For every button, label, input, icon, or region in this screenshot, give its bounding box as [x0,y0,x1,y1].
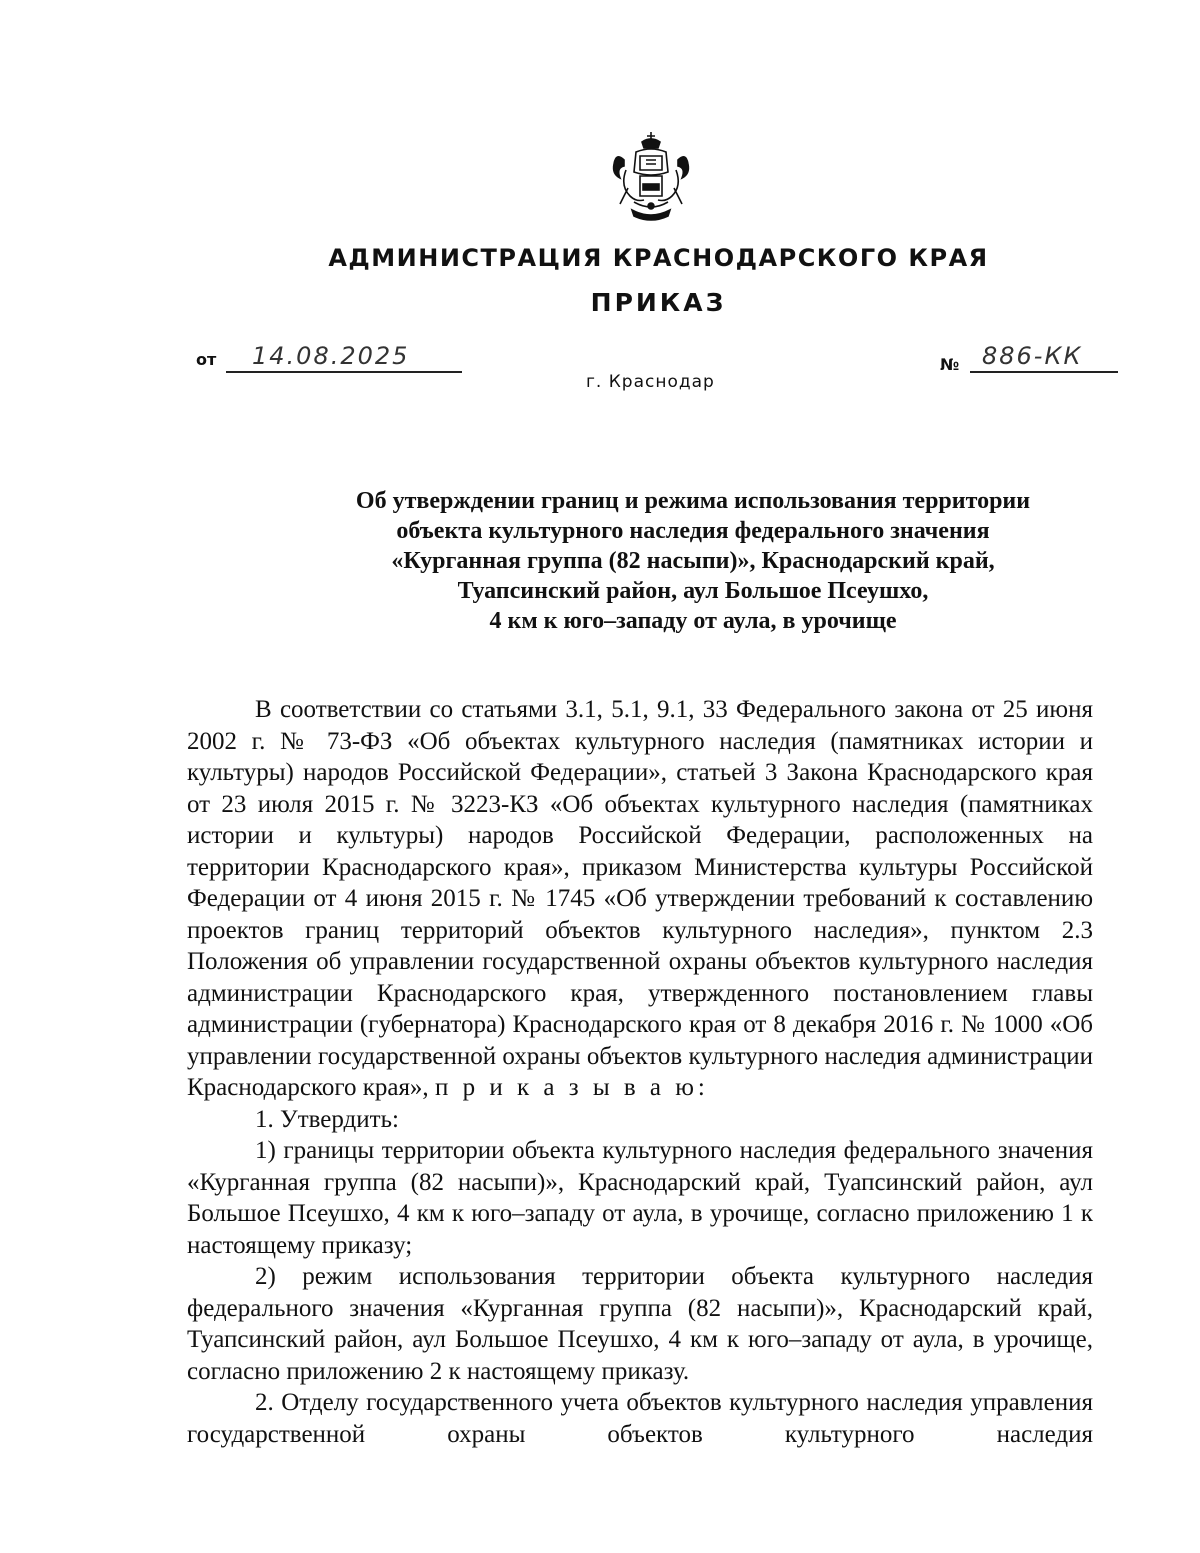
item-1-1: 1) границы территории объекта культурного наследия федерального значения «Курганная группа (82 насыпи)», Краснодарский край, Туапсинский район, аул Большое Псеушхо, 4 км к юго–западу от аула, в урочище, согласно приложению 1 к настоящему приказу; [187,1137,1093,1259]
date-handwritten: 14.08.2025 [252,342,410,370]
document-body [187,694,1093,1450]
title-line: Об утверждении границ и режима использования территории [355,488,1031,514]
document-type: ПРИКАЗ [590,288,727,317]
coat-of-arms-emblem [606,130,696,226]
preamble-text: В соответствии со статьями 3.1, 5.1, 9.1, 33 Федерального закона от 25 июня 2002 г. № 73-ФЗ «Об объектах культурного наследия (памятниках истории и культуры) народов Российской Федерации», статьей 3 Закона Краснодарского края от 23 июля 2015 г. № 3223-КЗ «Об объектах культурного наследия (памятниках истории и культуры) народов Российской Федерации, расположенных на территории Краснодарского края», приказом Министерства культуры Российской Федерации от 4 июня 2015 г. № 1745 «Об утверждении требований к составлению проектов границ территорий объектов культурного наследия», пунктом 2.3 Положения об управлении государственной охраны объектов культурного наследия администрации Краснодарского края, утвержденного постановлением главы администрации (губернатора) Краснодарского края от 8 декабря 2016 г. № 1000 «Об управлении государственной охраны объектов культурного наследия администрации Краснодарского края», [187,696,1093,1101]
number-handwritten: 886-КК [982,342,1083,370]
title-line: объекта культурного наследия федерального значения [396,518,990,544]
document-title [190,486,1196,636]
number-underline [970,371,1118,373]
preamble-paragraph [187,694,1093,1104]
date-underline [226,371,462,373]
organization-name: АДМИНИСТРАЦИЯ КРАСНОДАРСКОГО КРАЯ [328,244,989,272]
item-1-2: 2) режим использования территории объекта культурного наследия федерального значения «Курганная группа (82 насыпи)», Краснодарский край, Туапсинский район, аул Большое Псеушхо, 4 км к юго–западу от аула, в урочище, согласно приложению 2 к настоящему приказу. [187,1263,1093,1385]
title-line: «Курганная группа (82 насыпи)», Краснодарский край, [391,548,995,574]
title-line: Туапсинский район, аул Большое Псеушхо, [457,578,929,604]
date-label: от [196,350,217,369]
item-2: 2. Отделу государственного учета объектов культурного наследия управления государственной охраны объектов культурного наследия [187,1389,1093,1448]
title-line: 4 км к юго–западу от аула, в урочище [489,608,897,634]
number-label: № [940,355,960,374]
item-1: 1. Утвердить: [255,1105,399,1133]
city: г. Краснодар [586,372,715,392]
order-word: п р и к а з ы в а ю: [434,1074,709,1101]
